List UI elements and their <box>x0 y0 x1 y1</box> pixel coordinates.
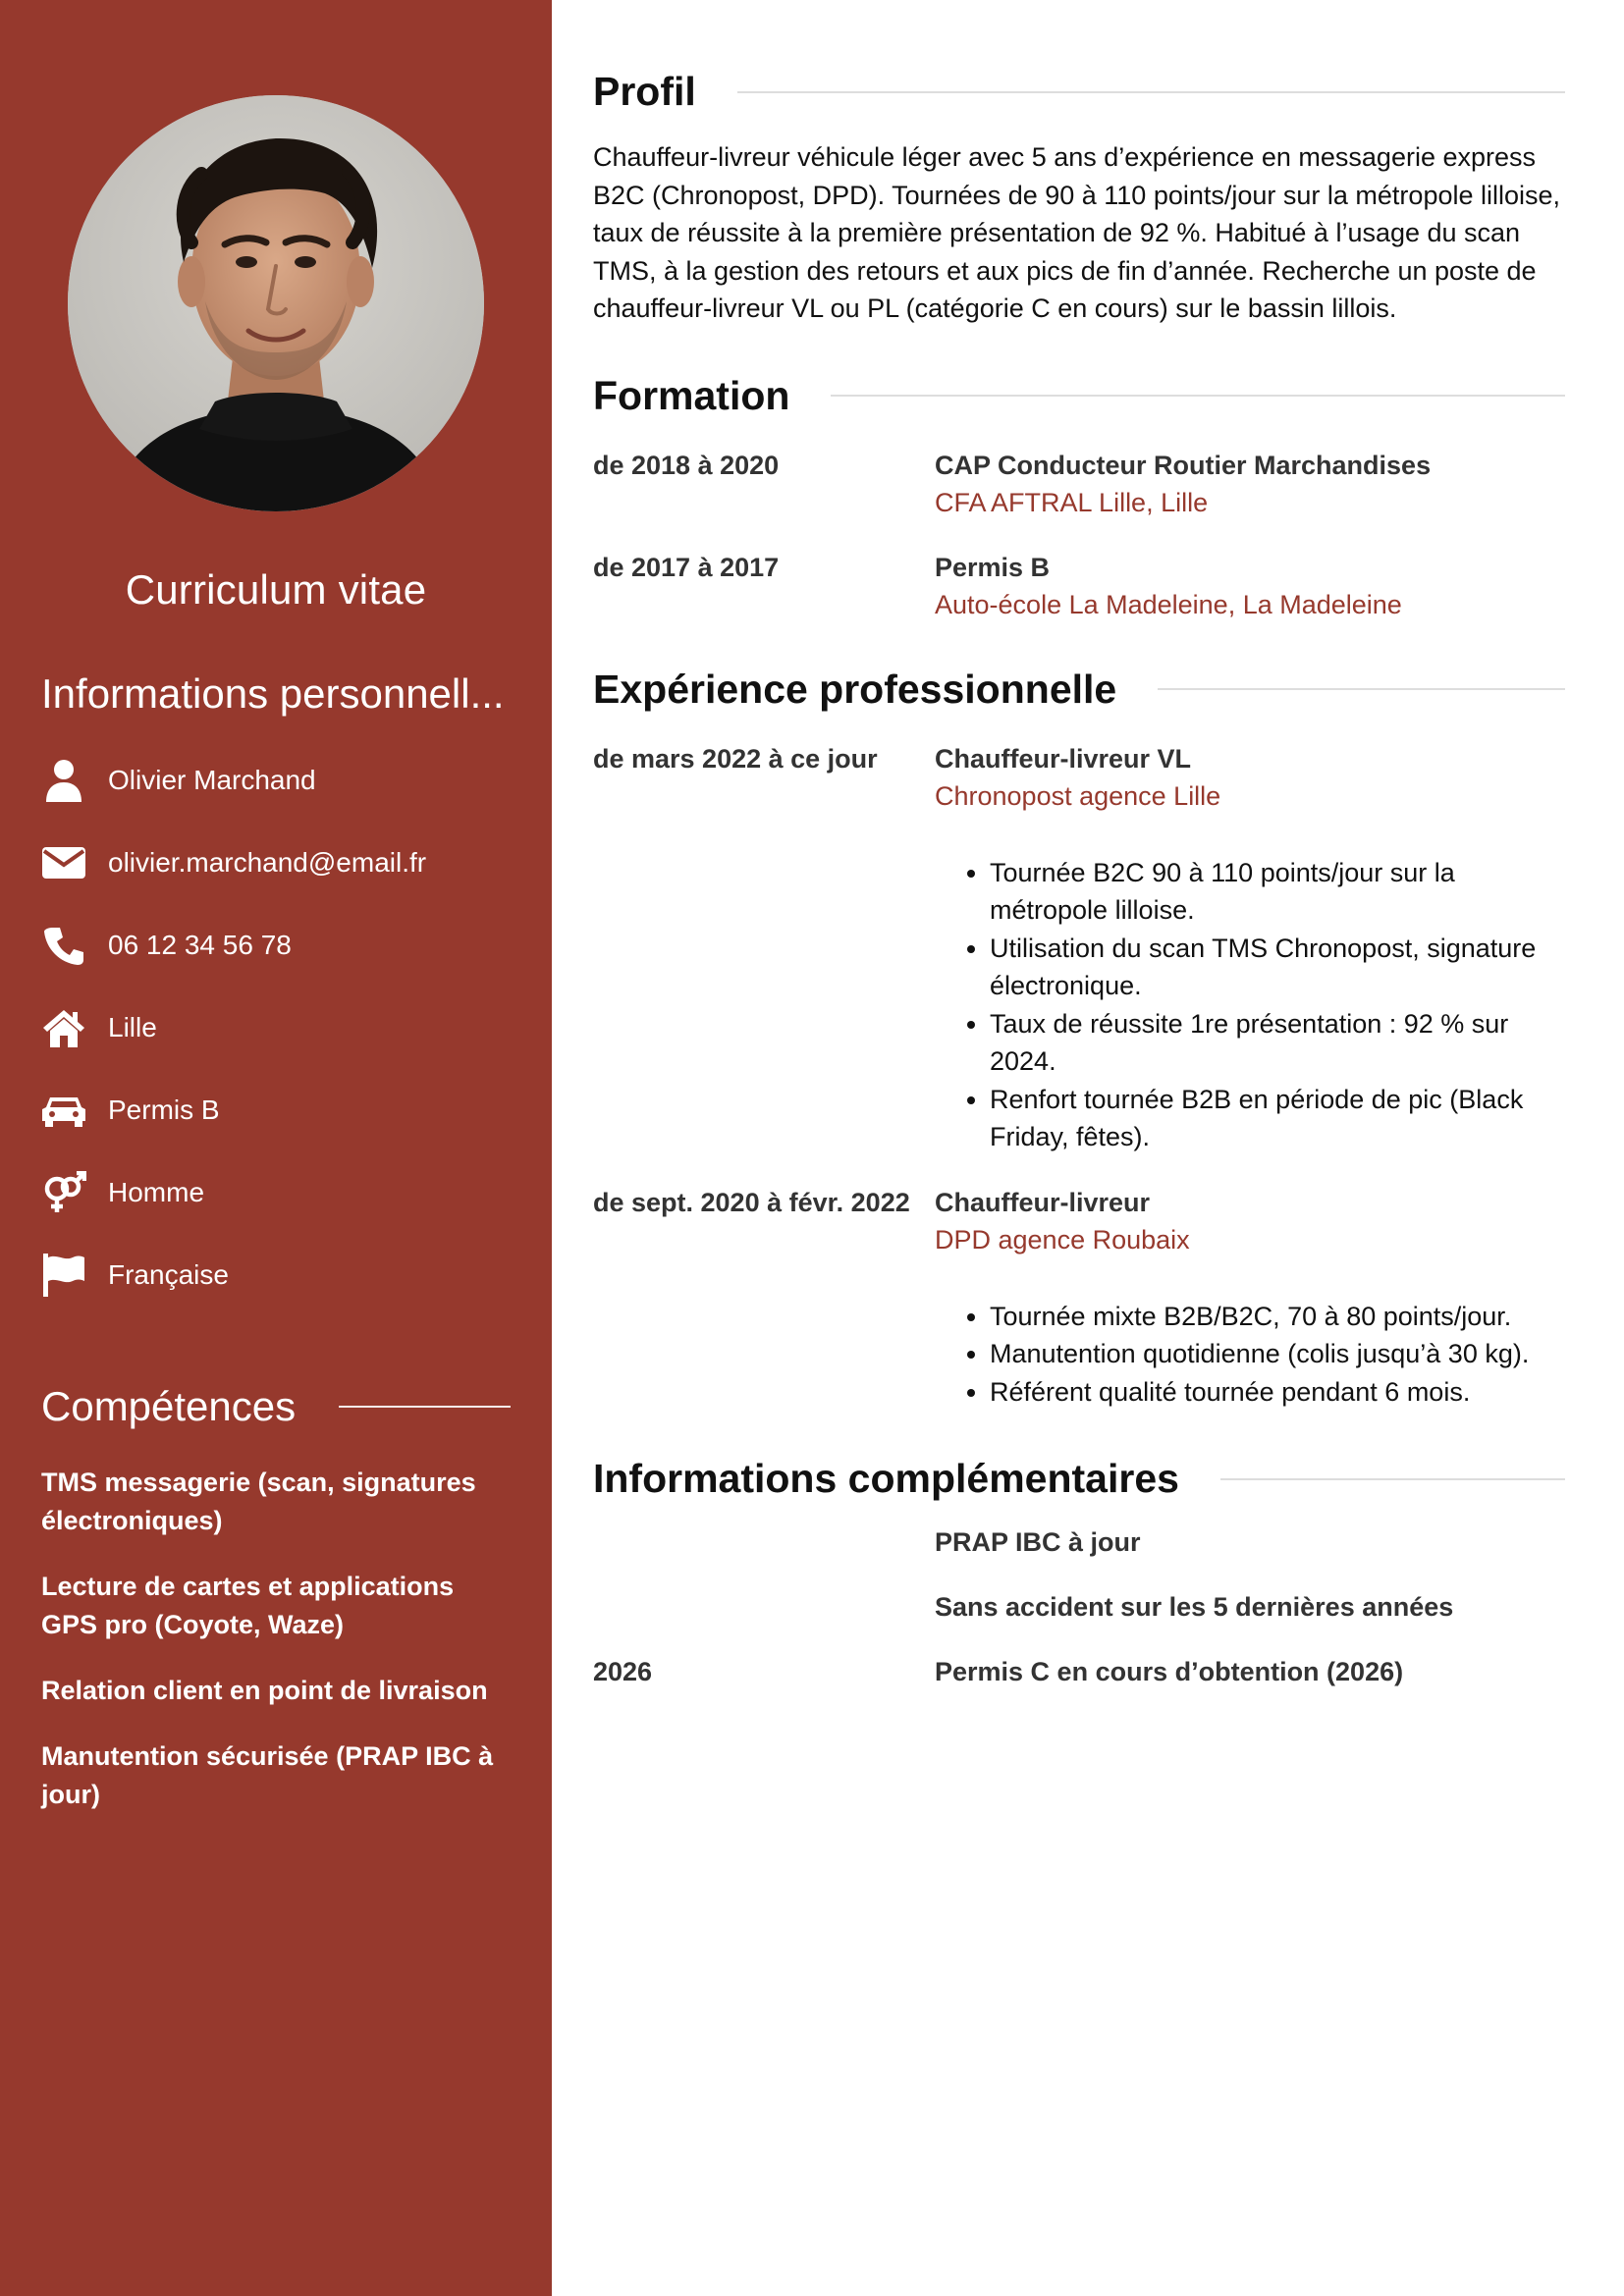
section-header <box>593 69 1565 115</box>
profil-text: Chauffeur-livreur véhicule léger avec 5 ans d’expérience en messagerie express B2C (Chronopost, DPD). Tournées de 90 à 110 points/jour sur la métropole lilloise, taux de réussite à la première présentation de 92 %. Habitué à l’usage du scan TMS, à la gestion des retours et aux pics de fin d’année. Recherche un poste de chauffeur-livreur VL ou PL (catégorie C en cours) sur le bassin lillois. <box>593 142 1561 323</box>
section-complementaires <box>593 1456 1565 1690</box>
entry-title: Permis C en cours d’obtention (2026) <box>935 1657 1404 1686</box>
bullet-item: • Utilisation du scan TMS Chronopost, signature électronique. <box>990 930 1565 1005</box>
info-value: olivier.marchand@email.fr <box>108 847 427 878</box>
section-divider <box>831 395 1565 397</box>
entry-title: Chauffeur-livreur <box>935 1187 1151 1217</box>
entry-body <box>935 1523 1565 1561</box>
formation-entry <box>593 447 1565 521</box>
entry-date: de 2018 à 2020 <box>593 450 780 480</box>
entry-body <box>935 1588 1565 1626</box>
section-title: Informations complémentaires <box>593 1456 1179 1501</box>
section-title: Formation <box>593 372 790 418</box>
section-header <box>593 1456 1565 1502</box>
bullet-item: • Taux de réussite 1re présentation : 92 % sur 2024. <box>990 1005 1565 1081</box>
entry-place: Chronopost agence Lille <box>935 780 1221 811</box>
skills-divider <box>339 1406 511 1408</box>
entry-title: Permis B <box>935 552 1051 582</box>
entry-body <box>935 740 1565 1156</box>
skill-item: Manutention sécurisée (PRAP IBC à jour) <box>41 1741 494 1809</box>
skills-heading: Compétences <box>41 1383 297 1429</box>
user-icon <box>41 758 86 803</box>
section-experience <box>593 667 1565 1412</box>
info-value: 06 12 34 56 78 <box>108 930 292 960</box>
formation-entry <box>593 549 1565 623</box>
section-title: Expérience professionnelle <box>593 666 1117 712</box>
info-item-city <box>41 987 511 1069</box>
info-value: Permis B <box>108 1095 220 1125</box>
info-item-gender <box>41 1151 511 1234</box>
entry-body <box>935 1653 1565 1690</box>
entry-date: de 2017 à 2017 <box>593 552 780 582</box>
info-item-email <box>41 822 511 904</box>
section-divider <box>1220 1478 1565 1480</box>
entry-body <box>935 549 1565 623</box>
entry-date: de mars 2022 à ce jour <box>593 743 878 774</box>
phone-icon <box>41 923 86 968</box>
section-profil <box>593 69 1565 328</box>
entry-body <box>935 447 1565 521</box>
entry-place: Auto-école La Madeleine, La Madeleine <box>935 589 1402 619</box>
section-title: Profil <box>593 69 696 114</box>
gender-icon <box>41 1170 86 1215</box>
entry-title: PRAP IBC à jour <box>935 1527 1141 1557</box>
sidebar <box>0 0 552 2296</box>
info-item-nationality <box>41 1234 511 1316</box>
bullet-item: • Manutention quotidienne (colis jusqu’à 30 kg). <box>990 1335 1565 1373</box>
info-item-license <box>41 1069 511 1151</box>
section-formation <box>593 373 1565 623</box>
entry-place: CFA AFTRAL Lille, Lille <box>935 487 1209 517</box>
personal-info-heading: Informations personnell... <box>41 670 505 717</box>
bullet-item: • Tournée mixte B2B/B2C, 70 à 80 points/jour. <box>990 1298 1565 1336</box>
entry-date <box>593 1588 935 1626</box>
home-icon <box>41 1005 86 1050</box>
entry-date <box>593 1523 935 1561</box>
portrait-image <box>68 95 484 511</box>
info-entry <box>593 1523 1565 1561</box>
info-value: Homme <box>108 1177 205 1207</box>
info-item-phone <box>41 904 511 987</box>
section-divider <box>1158 688 1565 690</box>
envelope-icon <box>41 840 86 885</box>
info-value: Lille <box>108 1012 157 1042</box>
entry-title: Chauffeur-livreur VL <box>935 743 1192 774</box>
bullet-list <box>935 854 1565 1156</box>
cv-title: Curriculum vitae <box>125 566 427 613</box>
section-header <box>593 373 1565 419</box>
bullet-item: • Renfort tournée B2B en période de pic (Black Friday, fêtes). <box>990 1081 1565 1156</box>
entry-place: DPD agence Roubaix <box>935 1224 1190 1255</box>
entry-title: Sans accident sur les 5 dernières années <box>935 1592 1454 1622</box>
skill-item: TMS messagerie (scan, signatures électroniques) <box>41 1468 476 1535</box>
experience-entry <box>593 740 1565 1156</box>
skill-item: Lecture de cartes et applications GPS pro (Coyote, Waze) <box>41 1572 455 1639</box>
car-icon <box>41 1088 86 1133</box>
entry-date: 2026 <box>593 1657 653 1686</box>
bullet-item: • Tournée B2C 90 à 110 points/jour sur la métropole lilloise. <box>990 854 1565 930</box>
bullet-item: • Référent qualité tournée pendant 6 mois. <box>990 1373 1565 1412</box>
skills-list <box>41 1464 511 1814</box>
flag-icon <box>41 1253 86 1298</box>
entry-date: de sept. 2020 à févr. 2022 <box>593 1187 910 1217</box>
personal-info-list <box>41 739 511 1316</box>
info-entry <box>593 1653 1565 1690</box>
info-entry <box>593 1588 1565 1626</box>
bullet-list <box>935 1298 1565 1412</box>
info-item-name <box>41 739 511 822</box>
info-value: Française <box>108 1259 229 1290</box>
info-value: Olivier Marchand <box>108 765 316 795</box>
main-content <box>552 0 1624 2296</box>
entry-body <box>935 1184 1565 1412</box>
skills-header <box>41 1383 511 1430</box>
skill-item: Relation client en point de livraison <box>41 1676 488 1705</box>
entry-title: CAP Conducteur Routier Marchandises <box>935 450 1432 480</box>
section-divider <box>737 91 1565 93</box>
experience-entry <box>593 1184 1565 1412</box>
profile-photo <box>68 95 484 511</box>
section-header <box>593 667 1565 713</box>
